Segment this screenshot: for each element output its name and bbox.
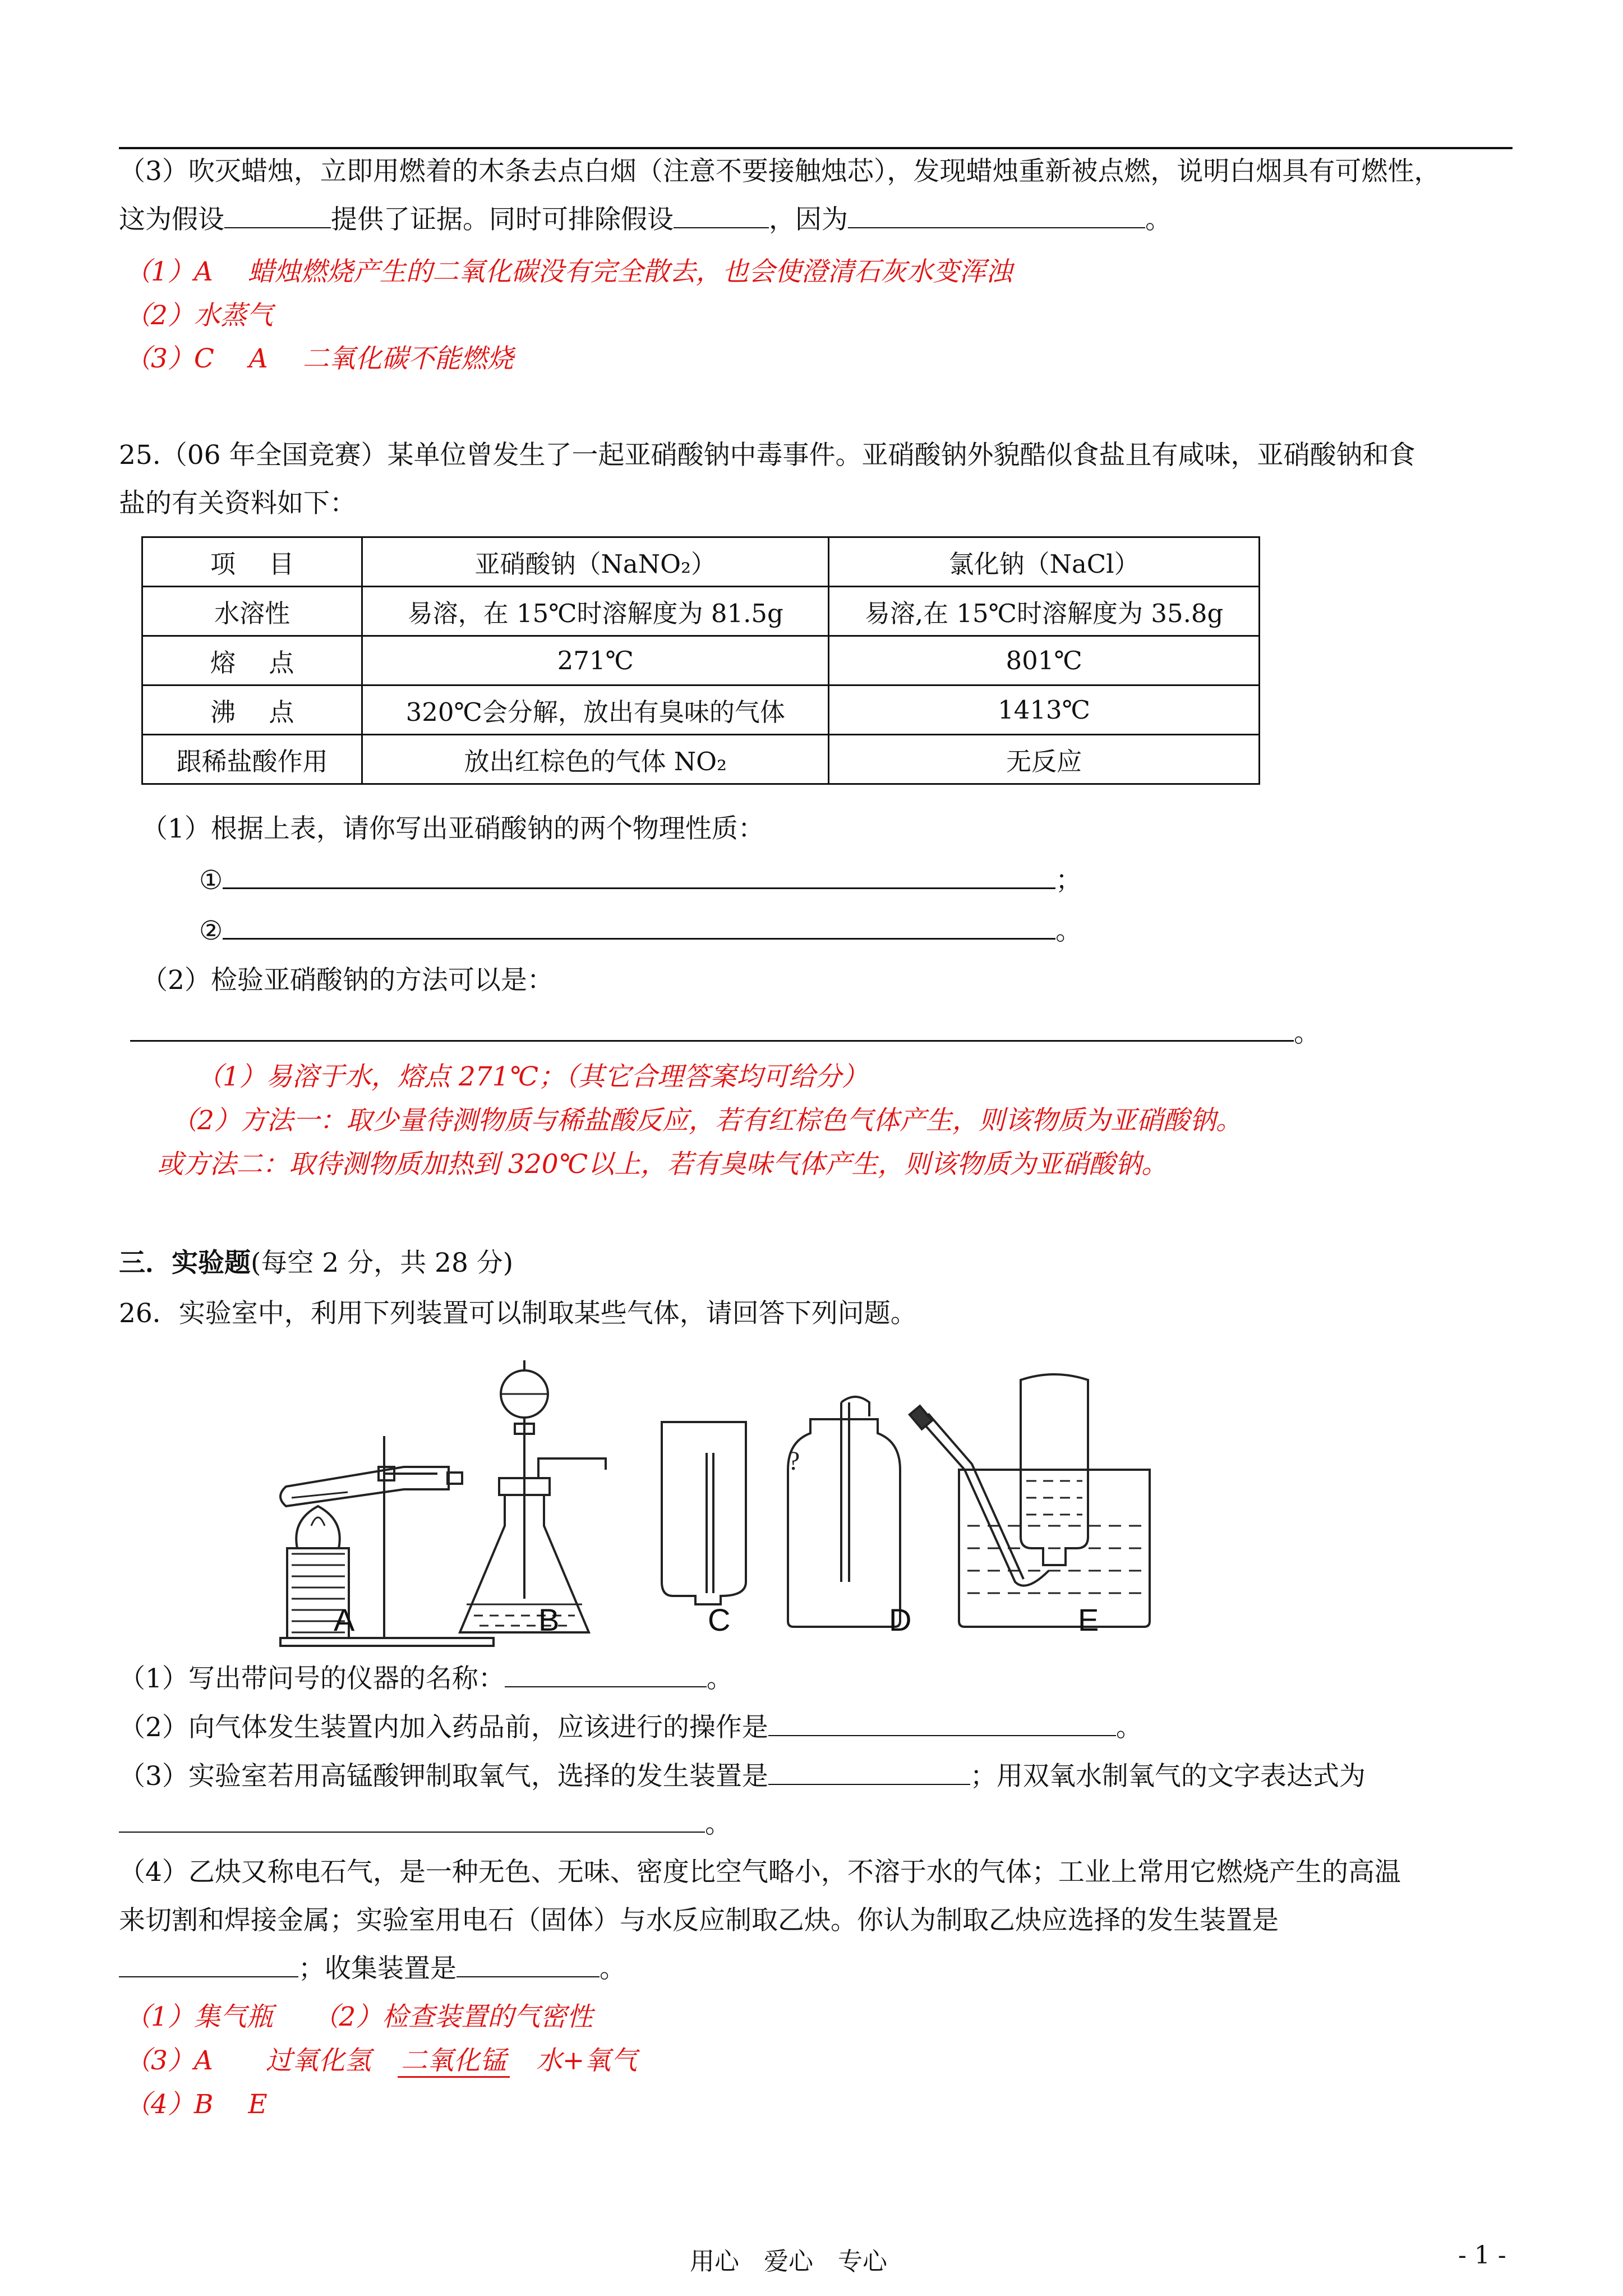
q26-part3-line1: （3）实验室若用高锰酸钾制取氧气，选择的发生装置是 ；用双氧水制氧气的文字表达式为 [119, 1761, 1366, 1792]
blank-operation[interactable] [768, 1713, 1116, 1736]
q25-stem-line1: 25.（06 年全国竞赛）某单位曾发生了一起亚硝酸钠中毒事件。亚硝酸钠外貌酷似食盐且有咸味，亚硝酸钠和食 [119, 440, 1415, 471]
apparatus-d [788, 1397, 900, 1627]
apparatus-figure [269, 1358, 1200, 1660]
table-row [142, 587, 1260, 636]
table-header-cell: 项 目 [142, 537, 362, 587]
figure-label-e: E [1078, 1602, 1099, 1637]
section-3-heading [119, 1246, 513, 1280]
figure-label-d: D [889, 1602, 912, 1637]
question-mark-label: ? [788, 1446, 800, 1476]
table-cell: 320℃会分解，放出有臭味的气体 [362, 685, 829, 735]
header-rule [119, 147, 1513, 149]
apparatus-b [460, 1360, 606, 1632]
q26-part4-line1: （4）乙炔又称电石气，是一种无色、无味、密度比空气略小，不溶于水的气体；工业上常用它燃烧产生的高温 [119, 1857, 1401, 1888]
q25-answer-line-1: ① ； [199, 865, 1082, 896]
section-3-title: 三．实验题 [119, 1248, 251, 1278]
blank-hypothesis-2[interactable] [674, 205, 769, 228]
q25-answer-c: 或方法二：取待测物质加热到 320℃以上，若有臭味气体产生，则该物质为亚硝酸钠。 [157, 1149, 1168, 1180]
q25-answer-b: （2）方法一：取少量待测物质与稀盐酸反应，若有红棕色气体产生，则该物质为亚硝酸钠。 [171, 1105, 1242, 1136]
table-row [142, 685, 1260, 735]
table-cell: 熔 点 [142, 636, 362, 685]
apparatus-e [910, 1374, 1150, 1627]
table-cell: 放出红棕色的气体 NO₂ [362, 735, 829, 784]
q26-part2: （2）向气体发生装置内加入药品前，应该进行的操作是 。 [119, 1712, 1142, 1743]
apparatus-a [280, 1436, 494, 1646]
q26-answer-4: （4）B E [125, 2089, 268, 2120]
blank-property-2[interactable] [223, 915, 1055, 940]
catalyst-label: 二氧化锰 [398, 2045, 510, 2078]
table-header-row [142, 537, 1260, 587]
apparatus-c [662, 1422, 746, 1604]
table-cell: 沸 点 [142, 685, 362, 735]
blank-collector[interactable] [457, 1954, 600, 1977]
blank-reason[interactable] [848, 205, 1145, 228]
q25-method-line: 。 [130, 1016, 1320, 1050]
table-cell: 801℃ [829, 636, 1260, 685]
blank-method[interactable] [130, 1018, 1294, 1042]
q24-answer-1: （1）A 蜡烛燃烧产生的二氧化碳没有完全散去，也会使澄清石灰水变浑浊 [125, 256, 1012, 287]
figure-label-b: B [538, 1602, 560, 1637]
table-row [142, 735, 1260, 784]
q26-answer-1: （1）集气瓶 （2）检查装置的气密性 [125, 2001, 593, 2032]
table-header-cell: 氯化钠（NaCl） [829, 537, 1260, 587]
q25-answer-line-2: ② 。 [199, 915, 1082, 946]
q24-answer-3: （3）C A 二氧化碳不能燃烧 [125, 343, 514, 374]
footer-motto: 用心 爱心 专心 [690, 2247, 887, 2276]
blank-instrument-name[interactable] [505, 1664, 707, 1687]
q25-stem-line2: 盐的有关资料如下： [119, 488, 356, 519]
q26-stem: 26．实验室中，利用下列装置可以制取某些气体，请回答下列问题。 [119, 1298, 917, 1329]
table-row [142, 636, 1260, 685]
q25-part2: （2）检验亚硝酸钠的方法可以是： [141, 965, 554, 996]
table-cell: 271℃ [362, 636, 829, 685]
blank-word-equation[interactable] [119, 1809, 705, 1833]
table-cell: 1413℃ [829, 685, 1260, 735]
q26-part1: （1）写出带问号的仪器的名称： 。 [119, 1663, 733, 1694]
q25-part1: （1）根据上表，请你写出亚硝酸钠的两个物理性质： [141, 813, 764, 844]
table-cell: 易溶，在 15℃时溶解度为 81.5g [362, 587, 829, 636]
blank-generator-kmno4[interactable] [768, 1761, 970, 1785]
q24-answer-2: （2）水蒸气 [125, 300, 273, 331]
table-cell: 水溶性 [142, 587, 362, 636]
table-cell: 易溶,在 15℃时溶解度为 35.8g [829, 587, 1260, 636]
section-3-note: (每空 2 分，共 28 分) [251, 1248, 514, 1278]
q26-part4-line2: 来切割和焊接金属；实验室用电石（固体）与水反应制取乙炔。你认为制取乙炔应选择的发生装置是 [119, 1905, 1279, 1936]
q26-part3-line2: 。 [119, 1807, 731, 1841]
q26-part4-line3: ；收集装置是 。 [119, 1952, 626, 1986]
table-cell: 无反应 [829, 735, 1260, 784]
figure-label-c: C [708, 1602, 731, 1637]
table-header-cell: 亚硝酸钠（NaNO₂） [362, 537, 829, 587]
q24-part3-line2: 这为假设 提供了证据。同时可排除假设 ，因为 。 [119, 204, 1172, 235]
q26-answer-3: （3）A 过氧化氢 二氧化锰 水+氧气 [125, 2044, 637, 2078]
page-number: - 1 - [1458, 2241, 1506, 2270]
blank-generator-acetylene[interactable] [119, 1954, 298, 1977]
table-cell: 跟稀盐酸作用 [142, 735, 362, 784]
figure-label-a: A [334, 1602, 355, 1637]
q24-part3-line1: （3）吹灭蜡烛，立即用燃着的木条去点白烟（注意不要接触烛芯），发现蜡烛重新被点燃，说明白烟具有可燃性， [119, 156, 1441, 187]
blank-property-1[interactable] [223, 865, 1055, 889]
q25-answer-a: （1）易溶于水，熔点 271℃；（其它合理答案均可给分） [196, 1061, 868, 1092]
property-table [141, 536, 1260, 785]
blank-hypothesis-1[interactable] [224, 205, 331, 228]
